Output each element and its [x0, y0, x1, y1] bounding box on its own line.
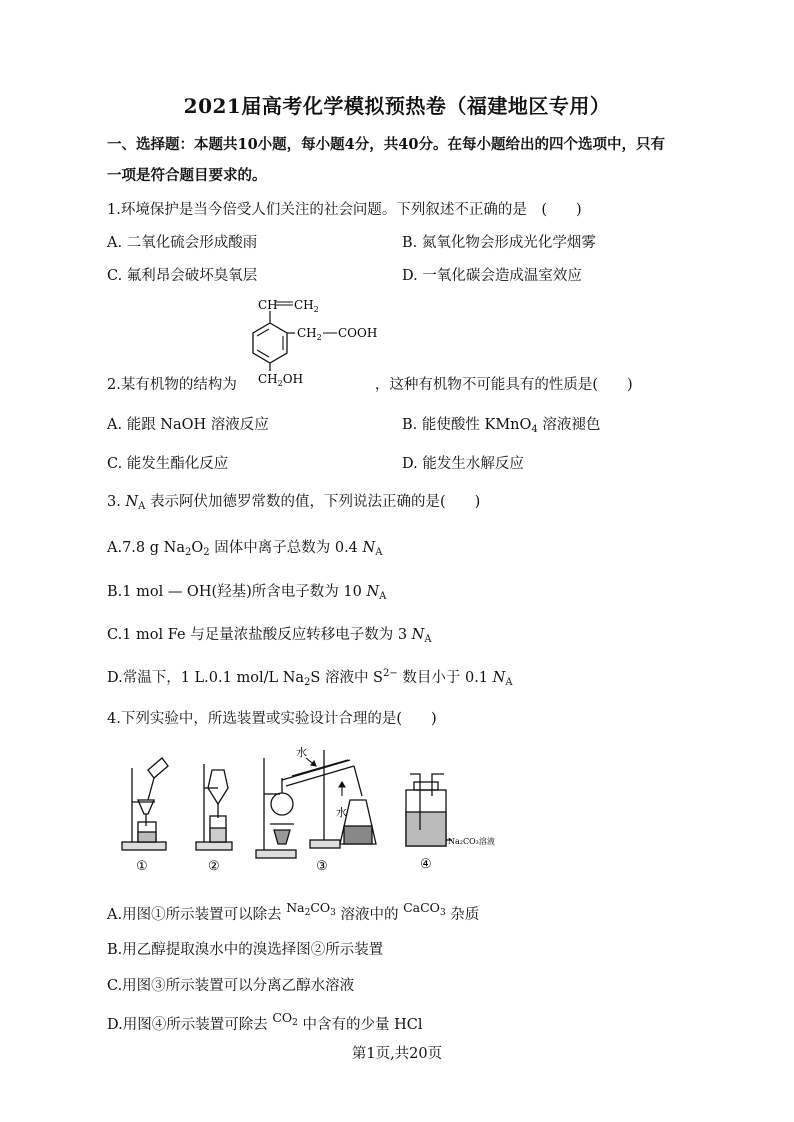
- fig-label-2: ②: [208, 859, 220, 874]
- struct-bottom-ch: CH: [258, 372, 278, 386]
- q2-stem-post: ，这种有机物不可能具有的性质是( ): [374, 377, 633, 393]
- q3-c-na-sub: A: [424, 634, 432, 645]
- q3-option-b: [107, 580, 386, 602]
- q3-d-na-sub: A: [505, 677, 513, 688]
- q3-stem-num: 3.: [107, 494, 126, 510]
- struct-bottom-oh: OH: [282, 372, 304, 386]
- q3-d-post: 数目小于 0.1: [397, 670, 493, 686]
- fig-water-top: 水: [296, 746, 307, 759]
- q3-b-na-sub: A: [379, 591, 387, 602]
- struct-top-ch: CH: [258, 298, 278, 312]
- q3-na: N: [125, 494, 139, 510]
- q3-option-d: [107, 666, 513, 688]
- q3-b-pre: B.1 mol — OH(羟基)所含电子数为 10: [107, 584, 367, 600]
- q4-a-post: 杂质: [445, 907, 480, 923]
- svg-text:COOH: [338, 326, 377, 340]
- q1-option-d: D. 一氧化碳会造成温室效应: [402, 268, 582, 284]
- q2-option-b-post: 溶液褪色: [537, 417, 601, 433]
- q4-a-f1-sub2: 3: [330, 908, 336, 918]
- q4-a-pre: A.用图①所示装置可以除去: [107, 907, 287, 923]
- q4-a-mid: 溶液中的: [335, 907, 404, 923]
- q4-option-b: B.用乙醇提取溴水中的溴选择图②所示装置: [107, 942, 384, 958]
- q3-c-na: N: [411, 627, 425, 643]
- struct-side-sub: 2: [316, 333, 322, 342]
- q2-option-c: C. 能发生酯化反应: [107, 456, 229, 472]
- q3-a-na: N: [362, 540, 376, 556]
- q3-option-c: [107, 623, 432, 645]
- q3-a-sub2: 2: [203, 547, 210, 558]
- fig-label-4: ④: [420, 857, 432, 872]
- q4-d-pre: D.用图④所示装置可除去: [107, 1017, 273, 1033]
- section-instruction-line2: 一项是符合题目要求的。: [107, 167, 267, 184]
- fig-label-1: ①: [136, 859, 148, 874]
- svg-text:CH2: [294, 298, 319, 314]
- q1-option-a: A. 二氧化硫会形成酸雨: [107, 235, 258, 251]
- q4-a-f2: CaCO: [403, 900, 440, 915]
- q2-option-a: A. 能跟 NaOH 溶液反应: [107, 417, 269, 433]
- q2-option-b-sub: 4: [531, 424, 538, 435]
- q4-stem: 4.下列实验中，所选装置或实验设计合理的是( ): [107, 711, 437, 727]
- struct-bottom-sub: 2: [277, 379, 283, 388]
- struct-top-ch2: CH: [294, 298, 314, 312]
- q3-a-mid: O: [191, 540, 204, 556]
- fig-solution-label: Na₂CO₃溶液: [448, 837, 495, 846]
- q3-d-sub: 2: [304, 677, 311, 688]
- q4-d-formula: [272, 1010, 298, 1028]
- q3-d-mid: S 溶液中 S: [310, 670, 383, 686]
- q4-d-f-sub: 2: [292, 1018, 298, 1028]
- q4-a-f1: Na: [286, 900, 305, 915]
- q4-a-formula1: [286, 900, 336, 918]
- q3-d-pre: D.常温下，1 L.0.1 mol/L Na: [107, 670, 305, 686]
- fig-water-side: 水: [336, 806, 347, 819]
- q4-d-post: 中含有的少量 HCl: [297, 1017, 423, 1033]
- q4-option-a: [107, 900, 480, 925]
- q4-a-f1b: CO: [310, 900, 331, 915]
- q2-option-b: [402, 413, 600, 435]
- page-title: 2021届高考化学模拟预热卷（福建地区专用）: [183, 94, 611, 118]
- q3-na-sub: A: [138, 501, 146, 512]
- q3-a-pre: A.7.8 g Na: [107, 540, 185, 556]
- svg-text:CH2: [297, 326, 322, 342]
- q2-option-d: D. 能发生水解反应: [402, 456, 524, 472]
- q4-d-f: CO: [272, 1010, 293, 1025]
- q3-stem-rest: 表示阿伏加德罗常数的值，下列说法正确的是( ): [145, 494, 481, 510]
- q1-option-c: C. 氟利昂会破坏臭氧层: [107, 268, 258, 284]
- q3-b-na: N: [366, 584, 380, 600]
- q3-d-na: N: [492, 670, 506, 686]
- q4-option-d: [107, 1010, 423, 1035]
- q3-a-sub1: 2: [184, 547, 192, 558]
- struct-side-ch: CH: [297, 326, 317, 340]
- q1-stem: 1.环境保护是当今倍受人们关注的社会问题。下列叙述不正确的是 ( ): [107, 202, 582, 218]
- q2-option-b-pre: B. 能使酸性 KMnO: [402, 417, 532, 433]
- page-footer: 第1页,共20页: [351, 1046, 443, 1062]
- q2-stem: [107, 373, 633, 394]
- fig-label-3: ③: [316, 859, 328, 874]
- q4-a-f1-sub: 2: [304, 908, 311, 918]
- q4-a-formula2: [403, 900, 446, 918]
- q4-apparatus-figure: [110, 740, 530, 875]
- q4-a-f2-sub: 3: [439, 908, 446, 918]
- svg-text:CH: [258, 298, 278, 312]
- section-instruction-line1: 一、选择题：本题共10小题，每小题4分，共40分。在每小题给出的四个选项中，只有: [107, 136, 665, 153]
- struct-top-sub: 2: [313, 305, 319, 314]
- q3-option-a: [107, 536, 382, 558]
- q2-stem-pre: 2.某有机物的结构为: [107, 377, 237, 393]
- q3-a-post: 固体中离子总数为 0.4: [209, 540, 363, 556]
- q3-stem: [107, 490, 480, 512]
- q1-option-b: B. 氮氧化物会形成光化学烟雾: [402, 235, 596, 251]
- q3-c-pre: C.1 mol Fe 与足量浓盐酸反应转移电子数为 3: [107, 627, 412, 643]
- q3-d-sup: 2−: [383, 668, 398, 679]
- q3-a-na-sub: A: [375, 547, 383, 558]
- q4-option-c: C.用图③所示装置可以分离乙醇水溶液: [107, 978, 355, 994]
- struct-side-cooh: COOH: [338, 326, 378, 340]
